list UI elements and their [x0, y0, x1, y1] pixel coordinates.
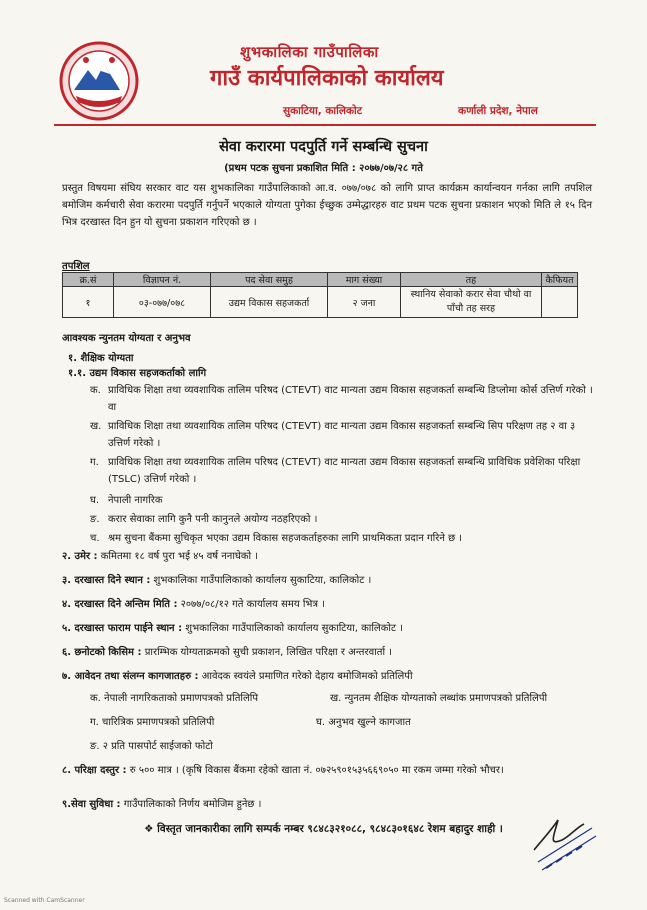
table-header: पद सेवा समुह — [211, 273, 328, 287]
table-header: विज्ञापन नं. — [114, 273, 211, 287]
section-label: ४. दरखास्त दिने अन्तिम मिति : — [62, 599, 178, 610]
details-label: तपशिल — [62, 261, 90, 272]
office-name-line1: शुभकालिका गाउँपालिका — [240, 43, 379, 61]
contact-footer: ❖ विस्तृत जानकारीका लागि सम्पर्क नम्बर ९८४८३२१०८८, ९८४८३०१६४८ रेशम बहादुर शाही । — [144, 823, 503, 835]
header-divider — [54, 124, 596, 126]
section-form-place — [62, 620, 602, 637]
section-text: आवेदक स्वयंले प्रमाणित गरेको देहाय बमोजिमको प्रतिलिपी — [201, 671, 413, 682]
table-cell: ०३-०७७/०७८ — [114, 287, 211, 318]
section-fee — [62, 762, 592, 779]
edu-item: प्राविधिक शिक्षा तथा व्यवशायिक तालिम परिषद (CTEVT) वाट मान्यता उद्यम विकास सहजकर्ता सम्बन्धि सिप परिक्षण तह २ वा ३ उत्तिर्ण गरेको । — [108, 421, 576, 449]
item-marker: ङ. — [90, 514, 100, 525]
section-label: ८. परिक्षा दस्तुर : — [62, 765, 127, 776]
table-cell: स्थानिय सेवाको करार सेवा चौथो वा पाँचौ तह सरह — [401, 287, 542, 318]
table-cell — [542, 287, 578, 318]
requirements-heading: आवश्यक न्युनतम योग्यता र अनुभव — [62, 333, 191, 344]
item-marker: क. — [90, 385, 101, 396]
section-text: रु ५०० मात्र । (कृषि विकास बैंकमा रहेको खाता नं. ०७२५९०१५३५६६९०५० मा रकम जम्मा गरेको भौचर। — [129, 765, 504, 776]
section-selection — [62, 644, 602, 661]
section-text: २०७७/०८/१२ गते कार्यालय समय भित्र । — [180, 599, 325, 610]
section-text: शुभकालिका गाउँपालिकाको कार्यालय सुकाटिया, कालिकोट । — [153, 575, 372, 586]
table-header: कैफियत — [542, 273, 578, 287]
table-cell: २ जना — [328, 287, 401, 318]
edu-item: करार सेवाका लागि कुनै पनी कानुनले अयोग्य नठहरिएको । — [108, 514, 318, 525]
section-label: ५. दरखास्त फाराम पाईने स्थान : — [62, 623, 183, 634]
office-address: सुकाटिया, कालिकोट — [283, 105, 363, 117]
province-name: कर्णाली प्रदेश, नेपाल — [458, 105, 538, 117]
table-header: क्र.सं — [63, 273, 114, 287]
table-row — [63, 287, 578, 318]
doc-item: क. नेपाली नागरिकताको प्रमाणपत्रको प्रतिलिपि — [90, 693, 259, 704]
nepal-emblem-icon — [58, 40, 140, 122]
table-cell: १ — [63, 287, 114, 318]
edu-item: श्रम सुचना बैंकमा सुचिकृत भएका उद्यम विकास सहजकर्ताहरुका लागि प्राथमिकता प्रदान गरिने छ । — [108, 533, 463, 544]
vacancy-table — [62, 272, 578, 318]
table-header: तह — [401, 273, 542, 287]
intro-paragraph: प्रस्तुत विषयमा संघिय सरकार वाट यस शुभकालिका गाउँपालिकाको आ.व. ०७७/०७८ को लागि प्राप्त कार्यक्रम कार्यान्वयन गर्नका लागि तपशिल बमोजिम कर्मचारी सेवा करारमा पदपुर्ति गर्नुपर्ने भएकाले योग्यता पुगेका ईच्छुक उम्मेद्धारहरु वाट प्रथम पटक सुचना प्रकाशन भएको मिति ले १५ दिन भित्र दरखास्त दिन हुन यो सुचना प्रकाशन गरिएको छ । — [62, 183, 592, 228]
section-text: कमितमा १८ वर्ष पुरा भई ४५ वर्ष ननाघेको । — [100, 551, 259, 562]
publish-date: (प्रथम पटक सुचना प्रकाशित मिति : २०७७/०७/२८ गते — [224, 163, 423, 174]
doc-item: ग. चारित्रिक प्रमाणपत्रको प्रतिलिपी — [90, 717, 215, 728]
doc-item: ख. न्युनतम शैक्षिक योग्यताको लब्धांक प्रमाणपत्रको प्रतिलिपी — [330, 693, 548, 704]
table-cell: उद्यम विकास सहजकर्ता — [211, 287, 328, 318]
section-text: शुभकालिका गाउँपालिकाको कार्यालय सुकाटिया, कालिकोट । — [185, 623, 403, 634]
section-label: ३. दरखास्त दिने स्थान : — [62, 575, 151, 586]
notice-title: सेवा करारमा पदपुर्ति गर्ने सम्बन्धि सुचना — [219, 139, 428, 155]
office-name-line2: गाउँ कार्यपालिकाको कार्यालय — [210, 66, 444, 91]
edu-item: नेपाली नागरिक — [108, 495, 163, 506]
section-text: प्रारम्भिक योग्यताक्रमको सुची प्रकाशन, लिखित परिक्षा र अन्तरवार्ता । — [144, 647, 393, 658]
section-documents — [62, 668, 602, 685]
section-label: ६. छनोटको किसिम : — [62, 647, 142, 658]
section-label: ९.सेवा सुविधा : — [62, 799, 121, 810]
item-marker: घ. — [90, 495, 100, 506]
item-marker: ख. — [90, 421, 102, 432]
section-label: २. उमेर : — [62, 551, 98, 562]
item-marker: च. — [90, 533, 100, 544]
section-deadline — [62, 596, 602, 613]
education-heading: १. शैक्षिक योग्यता — [68, 353, 134, 364]
table-header: माग संख्या — [328, 273, 401, 287]
table-header-row — [63, 273, 578, 287]
edu-item: प्राविधिक शिक्षा तथा व्यवशायिक तालिम परिषद (CTEVT) वाट मान्यता उद्यम विकास सहजकर्ता सम्बन्धि डिप्लोमा कोर्स उत्तिर्ण गरेको । वा — [108, 385, 593, 413]
item-marker: ग. — [90, 457, 99, 468]
section-apply-place — [62, 572, 602, 589]
doc-item: ङ. २ प्रति पासपोर्ट साईजको फोटो — [90, 741, 213, 752]
section-label: ७. आवेदन तथा संलग्न कागजातहरु : — [62, 671, 199, 682]
scanner-watermark: Scanned with CamScanner — [4, 897, 85, 904]
education-subheading: १.१. उद्यम विकास सहजकर्ताको लागि — [68, 368, 207, 379]
section-benefits — [62, 796, 602, 813]
doc-item: घ. अनुभव खुल्ने कागजात — [316, 717, 411, 728]
section-text: गाउँपालिकाको निर्णय बमोजिम हुनेछ । — [123, 799, 262, 810]
edu-item: प्राविधिक शिक्षा तथा व्यवशायिक तालिम परिषद (CTEVT) वाट मान्यता उद्यम विकास सहजकर्ता सम्बन्धि प्राविधिक प्रवेशिका परिक्षा (TSLC) उत्तिर्ण गरेको । — [108, 457, 581, 485]
section-age — [62, 548, 602, 565]
signature-stamp-icon — [528, 810, 598, 876]
